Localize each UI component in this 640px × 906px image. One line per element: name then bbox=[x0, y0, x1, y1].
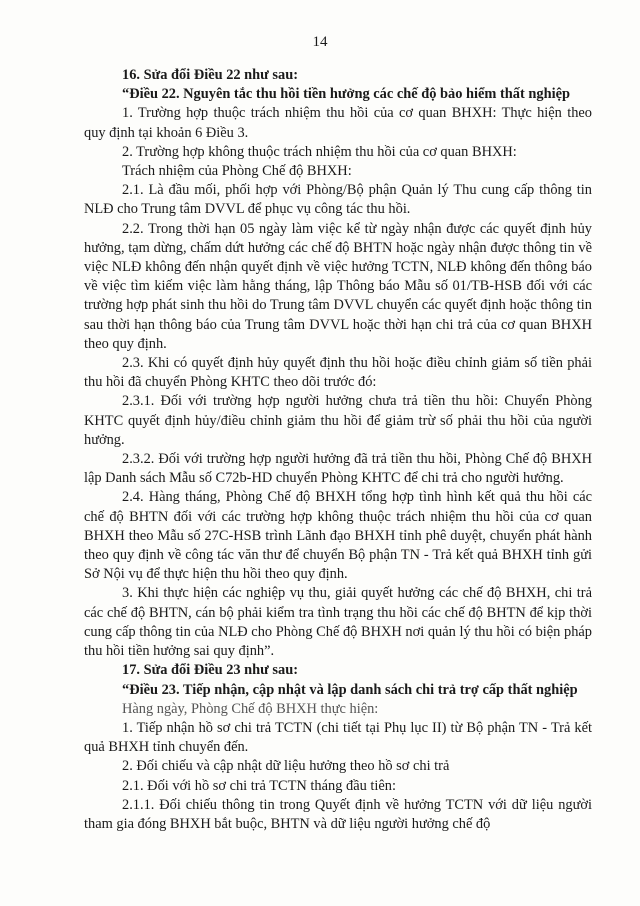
paragraph: 2.3. Khi có quyết định hủy quyết định thu hồi hoặc điều chỉnh giảm số tiền phải thu hồi đã chuyển Phòng KHTC theo dõi trước đó: bbox=[84, 355, 592, 391]
paragraph: 2.1. Là đầu mối, phối hợp với Phòng/Bộ phận Quản lý Thu cung cấp thông tin NLĐ cho Trung tâm DVVL để phục vụ công tác thu hồi. bbox=[84, 182, 592, 218]
paragraph: 1. Trường hợp thuộc trách nhiệm thu hồi của cơ quan BHXH: Thực hiện theo quy định tại khoản 6 Điều 3. bbox=[84, 105, 592, 141]
paragraph: 1. Tiếp nhận hồ sơ chi trả TCTN (chi tiết tại Phụ lục II) từ Bộ phận TN - Trả kết quả BHXH tỉnh chuyển đến. bbox=[84, 719, 592, 756]
paragraph: Trách nhiệm của Phòng Chế độ BHXH: bbox=[122, 163, 352, 180]
article-23-title: “Điều 23. Tiếp nhận, cập nhật và lập danh sách chi trả trợ cấp thất nghiệp bbox=[122, 681, 578, 698]
paragraph: 2.4. Hàng tháng, Phòng Chế độ BHXH tổng hợp tình hình kết quả thu hồi các chế độ BHTN đối với các trường hợp không thuộc trách nhiệm thu hồi của cơ quan BHXH theo Mẫu số 27C-HSB trình Lãnh đạo BHXH tỉnh phê duyệt, chuyển phát hành theo quy định về công tác văn thư để chuyển Bộ phận TN - Trả kết quả BHXH tỉnh gửi Sở Nội vụ để thực hiện thu hồi theo quy định. bbox=[84, 489, 592, 583]
paragraph: 2.2. Trong thời hạn 05 ngày làm việc kể từ ngày nhận được các quyết định hủy hưởng, tạm dừng, chấm dứt hưởng các chế độ BHTN hoặc ngày nhận được thông tin về việc NLĐ không đến nhận quyết định về việc hưởng TCTN, NLĐ không đến thông báo về việc tìm kiếm việc làm hằng tháng, lập Thông báo Mẫu số 01/TB-HSB đối với các trường hợp phát sinh thu hồi do Trung tâm DVVL chuyển các quyết định hoặc thông tin sau thời hạn thông báo của Trung tâm DVVL hoặc thời hạn chi trả của cơ quan BHXH theo quy định. bbox=[84, 220, 592, 352]
amendment-heading-17: 17. Sửa đổi Điều 23 như sau: bbox=[122, 662, 299, 679]
amendment-heading-16: 16. Sửa đổi Điều 22 như sau: bbox=[122, 67, 299, 83]
paragraph: 3. Khi thực hiện các nghiệp vụ thu, giải quyết hưởng các chế độ BHXH, chi trả các chế độ BHTN, cán bộ phải kiểm tra tình trạng thu hồi các chế độ BHTN để kịp thời cung cấp thông tin của NLĐ cho Phòng Chế độ BHXH nơi quản lý thu hồi có biện pháp thu hồi tiền hưởng sai quy định”. bbox=[84, 585, 592, 660]
paragraph: Hàng ngày, Phòng Chế độ BHXH thực hiện: bbox=[122, 700, 379, 717]
paragraph: 2. Trường hợp không thuộc trách nhiệm thu hồi của cơ quan BHXH: bbox=[122, 143, 517, 160]
paragraph: 2.3.1. Đối với trường hợp người hưởng chưa trả tiền thu hồi: Chuyển Phòng KHTC quyết định hủy/điều chỉnh giảm thu hồi để giảm trừ số phải thu hồi của người hưởng. bbox=[84, 393, 592, 448]
article-22-title: “Điều 22. Nguyên tắc thu hồi tiền hưởng các chế độ bảo hiểm thất nghiệp bbox=[122, 86, 570, 103]
paragraph: 2. Đối chiếu và cập nhật dữ liệu hưởng theo hồ sơ chi trả bbox=[122, 758, 450, 775]
paragraph: 2.1. Đối với hồ sơ chi trả TCTN tháng đầu tiên: bbox=[122, 777, 396, 794]
paragraph: 2.1.1. Đối chiếu thông tin trong Quyết định về hưởng TCTN với dữ liệu người tham gia đóng BHXH bắt buộc, BHTN và dữ liệu người hưởng chế độ bbox=[84, 796, 592, 832]
document-body bbox=[84, 66, 592, 834]
page-number: 14 bbox=[312, 34, 328, 50]
paragraph: 2.3.2. Đối với trường hợp người hưởng đã trả tiền thu hồi, Phòng Chế độ BHXH lập Danh sách Mẫu số C72b-HD chuyển Phòng KHTC để chi trả cho người hưởng. bbox=[84, 451, 592, 487]
